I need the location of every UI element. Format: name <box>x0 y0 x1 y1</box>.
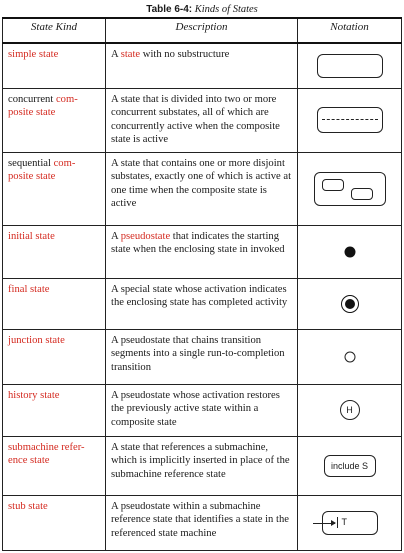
state-kind-cell: concurrent com- posite state <box>3 88 106 152</box>
notation-cell <box>298 152 402 225</box>
description-cell: A state that references a submachine, which is implicitly inserted in place of the submachine reference state <box>106 436 298 495</box>
simple-state-icon <box>317 54 383 78</box>
bullseye-icon <box>341 295 359 313</box>
table-row <box>3 436 402 495</box>
hollow-circle-icon <box>344 351 355 362</box>
table-row <box>3 225 402 278</box>
state-kind-cell: final state <box>3 278 106 329</box>
table-row <box>3 278 402 329</box>
notation-cell <box>298 88 402 152</box>
description-cell: A pseudostate whose activation restores the previously active state within a composite state <box>106 384 298 436</box>
header-row <box>3 18 402 43</box>
description-cell: A state that contains one or more disjoint substates, exactly one of which is active at one time when the composite state is active <box>106 152 298 225</box>
table-row <box>3 329 402 384</box>
header-state-kind: State Kind <box>3 18 106 43</box>
state-kind-cell: junction state <box>3 329 106 384</box>
state-kind-cell: history state <box>3 384 106 436</box>
state-kind-cell: submachine refer- ence state <box>3 436 106 495</box>
notation-cell <box>298 384 402 436</box>
history-icon: H <box>340 400 360 420</box>
table-row <box>3 88 402 152</box>
sequential-state-icon <box>314 172 386 206</box>
description-cell <box>106 43 298 88</box>
table-row <box>3 43 402 88</box>
states-table <box>2 17 402 551</box>
description-text: with no substructure <box>140 49 230 60</box>
notation-cell <box>298 43 402 88</box>
description-text: A <box>111 49 121 60</box>
notation-cell <box>298 278 402 329</box>
notation-cell <box>298 225 402 278</box>
table-caption <box>0 4 404 15</box>
table-row <box>3 152 402 225</box>
description-text: A <box>111 230 121 242</box>
state-kind-cell: simple state <box>3 43 106 88</box>
description-link: pseudostate <box>120 230 171 242</box>
description-cell: A pseudostate that chains transition segments into a single run-to-completion transition <box>106 329 298 384</box>
description-cell <box>106 225 298 278</box>
caption-label: Table 6-4: <box>146 4 193 15</box>
description-link: state <box>120 49 141 60</box>
description-cell: A special state whose activation indicates the enclosing state has completed activity <box>106 278 298 329</box>
header-description: Description <box>106 18 298 43</box>
table-row <box>3 384 402 436</box>
stub-label: T <box>341 516 347 527</box>
notation-cell <box>298 436 402 495</box>
state-kind-cell: stub state <box>3 495 106 550</box>
state-kind-cell: sequential com- posite state <box>3 152 106 225</box>
filled-circle-icon <box>344 246 355 257</box>
description-cell: A pseudostate within a submachine reference state that identifies a state in the referenced state machine <box>106 495 298 550</box>
caption-title: Kinds of States <box>194 4 258 15</box>
notation-cell <box>298 495 402 550</box>
description-text: that indicates the starting state when the enclosing state in invoked <box>111 230 285 256</box>
include-box-icon: include S <box>324 455 376 477</box>
notation-cell <box>298 329 402 384</box>
state-kind-cell: initial state <box>3 225 106 278</box>
header-notation: Notation <box>298 18 402 43</box>
table-row <box>3 495 402 550</box>
stub-state-icon <box>322 511 378 535</box>
description-cell: A state that is divided into two or more concurrent substates, all of which are concurrently active when the composite state is active <box>106 88 298 152</box>
concurrent-state-icon <box>317 107 383 133</box>
